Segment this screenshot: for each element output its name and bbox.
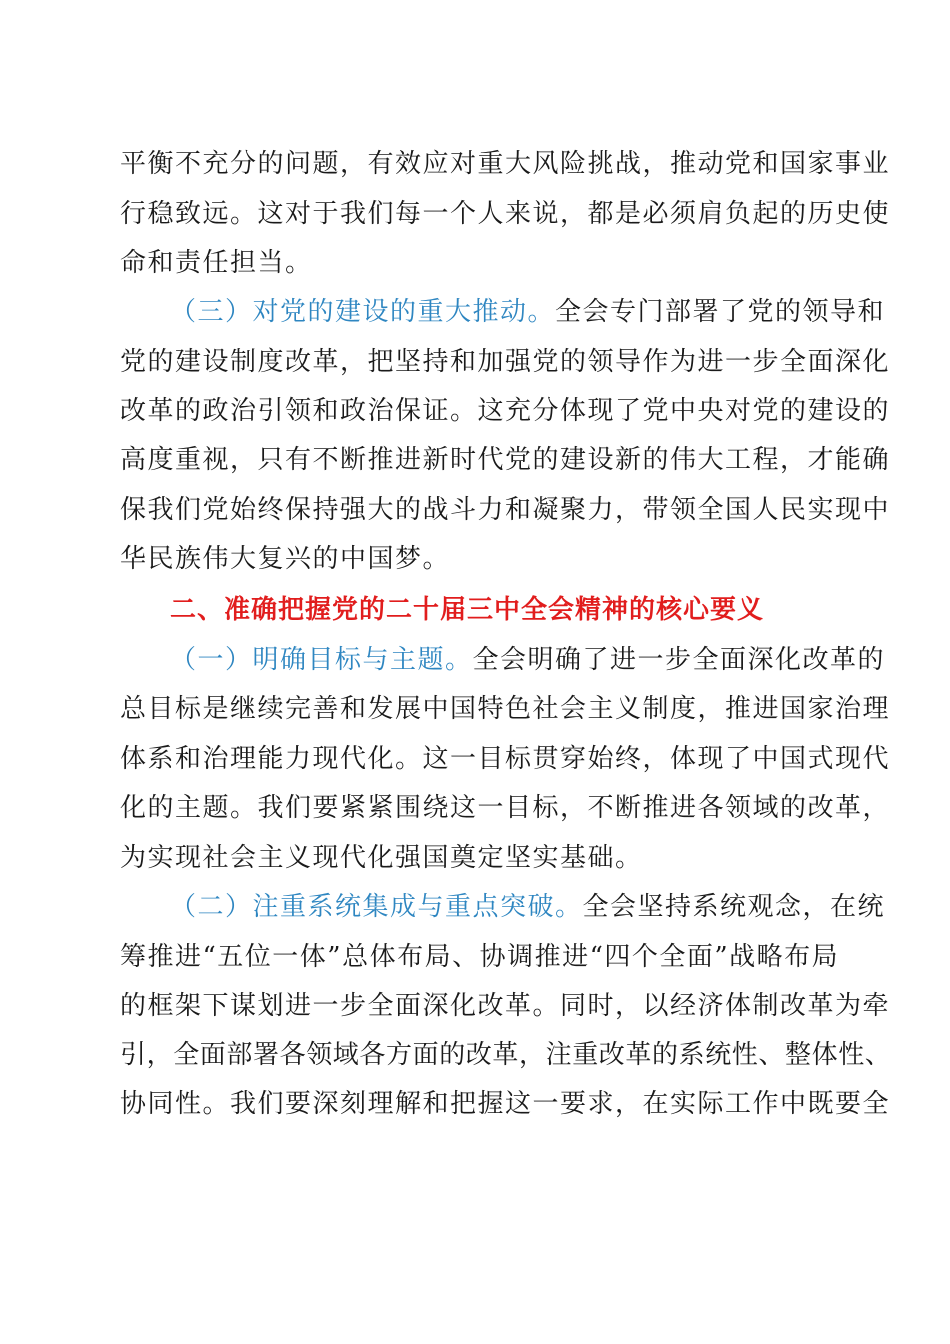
section-title-line bbox=[0, 592, 950, 628]
body-text: 改革的政治引领和政治保证。这充分体现了党中央对党的建设的 bbox=[120, 396, 891, 426]
body-text: 命和责任担当。 bbox=[120, 248, 313, 278]
body-text: 全会坚持系统观念，在统 bbox=[582, 892, 886, 922]
subheading-inline: （二）注重系统集成与重点突破。 bbox=[170, 892, 583, 922]
paragraph-line bbox=[0, 790, 950, 826]
paragraph-line bbox=[0, 196, 950, 232]
paragraph-line bbox=[0, 492, 950, 528]
paragraph-line bbox=[0, 741, 950, 777]
body-text: 总目标是继续完善和发展中国特色社会主义制度，推进国家治理 bbox=[120, 694, 891, 724]
paragraph-line bbox=[0, 294, 950, 330]
paragraph-line bbox=[0, 642, 950, 678]
paragraph-line bbox=[0, 541, 950, 577]
body-text: 平衡不充分的问题，有效应对重大风险挑战，推动党和国家事业 bbox=[120, 149, 891, 179]
body-text: 全会专门部署了党的领导和 bbox=[555, 297, 886, 327]
paragraph-line bbox=[0, 344, 950, 380]
paragraph-line bbox=[0, 1086, 950, 1122]
body-text: 协同性。我们要深刻理解和把握这一要求，在实际工作中既要全 bbox=[120, 1089, 891, 1119]
body-text: 行稳致远。这对于我们每一个人来说，都是必须肩负起的历史使 bbox=[120, 199, 891, 229]
paragraph-line bbox=[0, 889, 950, 925]
subheading-inline: （一）明确目标与主题。 bbox=[170, 645, 473, 675]
paragraph-line bbox=[0, 840, 950, 876]
paragraph-line bbox=[0, 1037, 950, 1073]
subheading-inline: （三）对党的建设的重大推动。 bbox=[170, 297, 556, 327]
body-text: 保我们党始终保持强大的战斗力和凝聚力，带领全国人民实现中 bbox=[120, 495, 891, 525]
paragraph-line bbox=[0, 939, 950, 975]
paragraph-line bbox=[0, 393, 950, 429]
body-text: 党的建设制度改革，把坚持和加强党的领导作为进一步全面深化 bbox=[120, 347, 891, 377]
paragraph-line bbox=[0, 245, 950, 281]
body-text: 体系和治理能力现代化。这一目标贯穿始终，体现了中国式现代 bbox=[120, 744, 891, 774]
paragraph-line bbox=[0, 691, 950, 727]
paragraph-line bbox=[0, 442, 950, 478]
paragraph-line bbox=[0, 146, 950, 182]
paragraph-line bbox=[0, 988, 950, 1024]
body-text: 高度重视，只有不断推进新时代党的建设新的伟大工程，才能确 bbox=[120, 445, 891, 475]
body-text: 为实现社会主义现代化强国奠定坚实基础。 bbox=[120, 843, 643, 873]
body-text: 的框架下谋划进一步全面深化改革。同时，以经济体制改革为牵 bbox=[120, 991, 891, 1021]
body-text: 全会明确了进一步全面深化改革的 bbox=[472, 645, 886, 675]
body-text: 化的主题。我们要紧紧围绕这一目标，不断推进各领域的改革， bbox=[120, 793, 891, 823]
section-title: 二、准确把握党的二十届三中全会精神的核心要义 bbox=[170, 595, 765, 625]
body-text: 引，全面部署各领域各方面的改革，注重改革的系统性、整体性、 bbox=[120, 1040, 892, 1070]
body-text: 筹推进“五位一体”总体布局、协调推进“四个全面”战略布局 bbox=[120, 942, 840, 972]
body-text: 华民族伟大复兴的中国梦。 bbox=[120, 544, 451, 574]
